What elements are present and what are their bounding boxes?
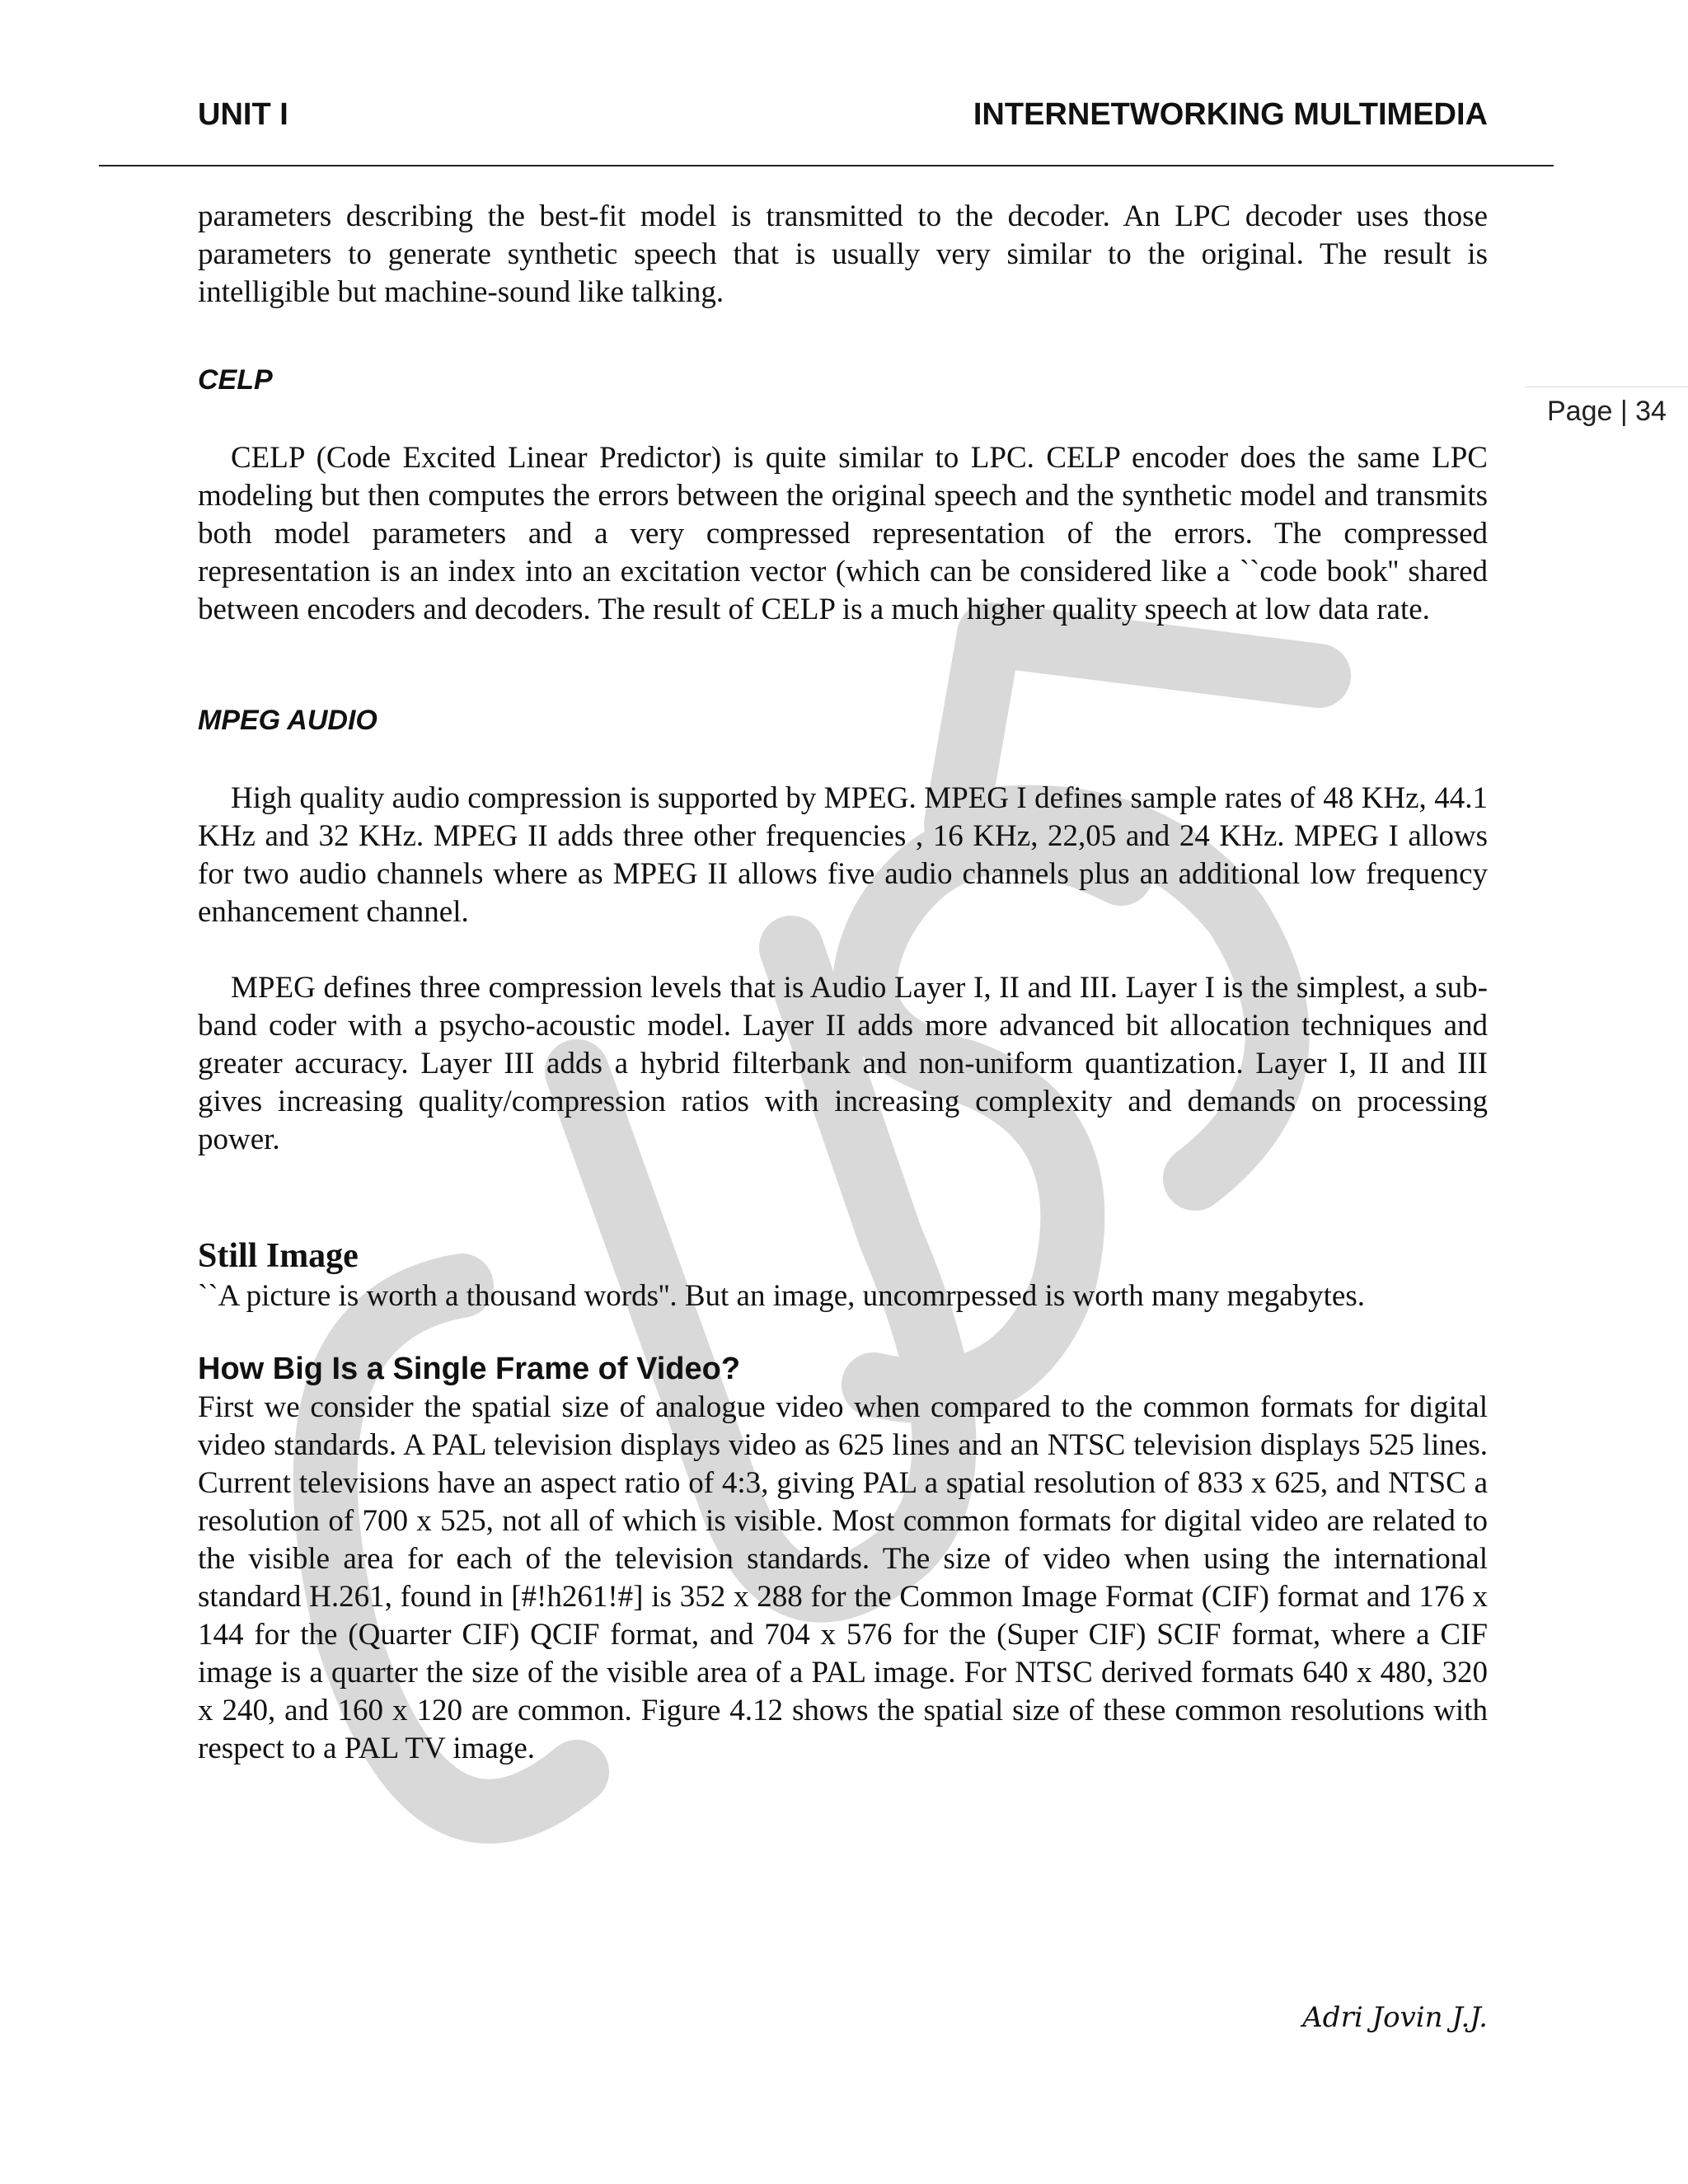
header-unit: UNIT I: [198, 97, 288, 132]
page-header: [198, 97, 1488, 138]
mpeg-audio-heading: MPEG AUDIO: [198, 705, 377, 736]
celp-paragraph: CELP (Code Excited Linear Predictor) is quite similar to LPC. CELP encoder does the same LPC modeling but then computes the errors between the original speech and the synthetic model and transmits both model parameters and a very compressed representation of the errors. The compressed representation is an index into an excitation vector (which can be considered like a ``code book'' shared between encoders and decoders. The result of CELP is a much higher quality speech at low data rate.: [198, 441, 1488, 626]
page-number: Page | 34: [1547, 396, 1667, 427]
document-body: [198, 198, 1488, 1768]
still-image-heading: Still Image: [198, 1237, 359, 1275]
frame-size-heading: How Big Is a Single Frame of Video?: [198, 1352, 741, 1386]
author-signature: Adri Jovin J.J.: [1302, 2001, 1488, 2034]
still-image-paragraph: ``A picture is worth a thousand words''. But an image, uncomrpessed is worth many megabytes.: [198, 1279, 1365, 1313]
mpeg-audio-paragraph-1: High quality audio compression is supported by MPEG. MPEG I defines sample rates of 48 KHz, 44.1 KHz and 32 KHz. MPEG II adds three other frequencies , 16 KHz, 22,05 and 24 KHz. MPEG I allows for two audio channels where as MPEG II allows five audio channels plus an additional low frequency enhancement channel.: [198, 781, 1488, 929]
header-subject: INTERNETWORKING MULTIMEDIA: [973, 97, 1488, 132]
frame-size-paragraph: First we consider the spatial size of analogue video when compared to the common formats for digital video standards. A PAL television displays video as 625 lines and an NTSC television displays 525 lines. Current televisions have an aspect ratio of 4:3, giving PAL a spatial resolution of 833 x 625, and NTSC a resolution of 700 x 525, not all of which is visible. Most common formats for digital video are related to the visible area for each of the television standards. The size of video when using the international standard H.261, found in [#!h261!#] is 352 x 288 for the Common Image Format (CIF) format and 176 x 144 for the (Quarter CIF) QCIF format, and 704 x 576 for the (Super CIF) SCIF format, where a CIF image is a quarter the size of the visible area of a PAL image. For NTSC derived formats 640 x 480, 320 x 240, and 160 x 120 are common. Figure 4.12 shows the spatial size of these common resolutions with respect to a PAL TV image.: [198, 1390, 1488, 1765]
header-divider: [99, 165, 1554, 166]
intro-paragraph: parameters describing the best-fit model is transmitted to the decoder. An LPC decoder uses those parameters to generate synthetic speech that is usually very similar to the original. The result is intelligible but machine-sound like talking.: [198, 199, 1488, 309]
mpeg-audio-paragraph-2: MPEG defines three compression levels that is Audio Layer I, II and III. Layer I is the simplest, a sub-band coder with a psycho-acoustic model. Layer II adds more advanced bit allocation techniques and greater accuracy. Layer III adds a hybrid filterbank and non-uniform quantization. Layer I, II and III gives increasing quality/compression ratios with increasing complexity and demands on processing power.: [198, 971, 1488, 1156]
celp-heading: CELP: [198, 364, 273, 396]
